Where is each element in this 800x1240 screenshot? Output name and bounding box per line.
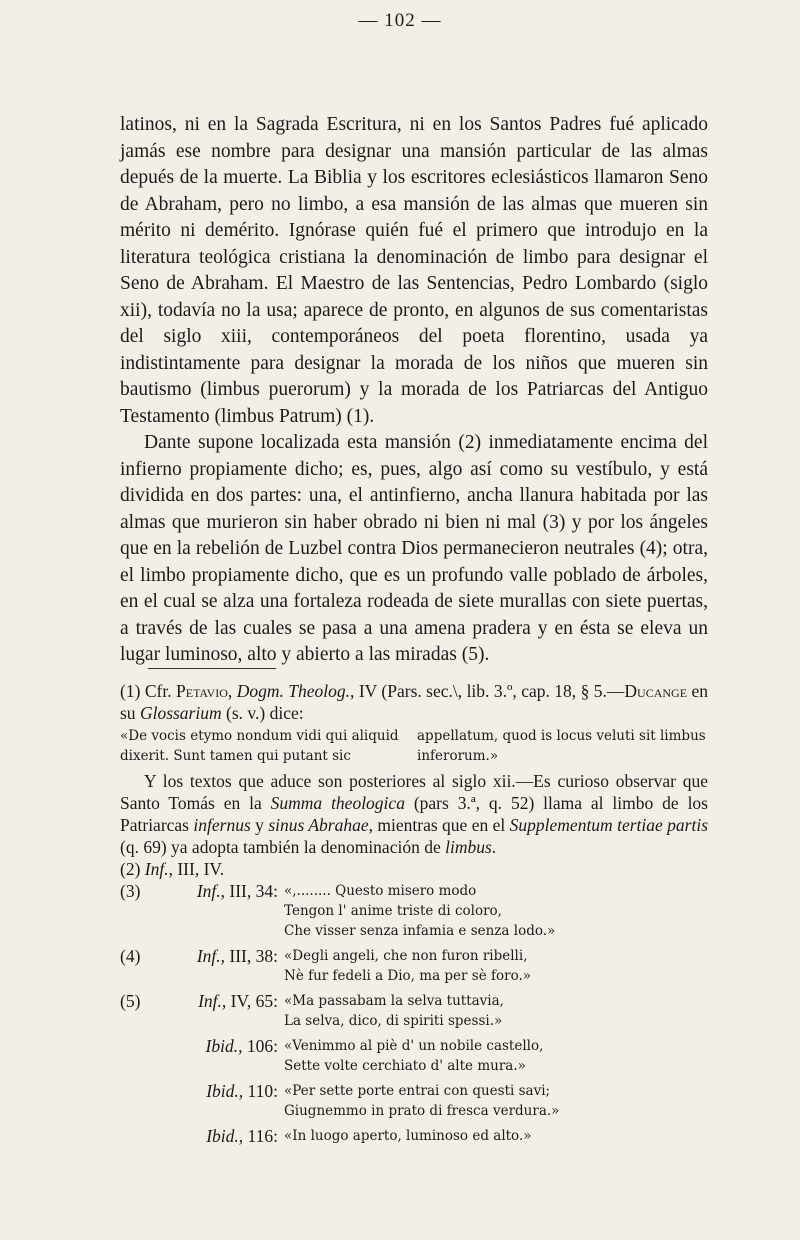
verse-reference: Ibid., 106:	[205, 1036, 278, 1056]
footnotes	[120, 680, 708, 1151]
verse-number	[120, 1080, 154, 1121]
verse-row	[120, 1035, 708, 1076]
verse-text: «,........ Questo misero modo Tengon l' anime triste di coloro, Che visser senza infamia e senza lodo.»	[284, 883, 556, 939]
verse-text: «Degli angeli, che non furon ribelli, Nè fur fedeli a Dio, ma per sè foro.»	[284, 948, 532, 984]
verse-text: «Ma passabam la selva tuttavia, La selva, dico, di spiriti spessi.»	[284, 993, 504, 1029]
verse-text: «In luogo aperto, luminoso ed alto.»	[284, 1128, 532, 1144]
footnote-2: (2) Inf., III, IV.	[120, 859, 225, 879]
verse-reference: Inf., III, 34:	[196, 881, 278, 901]
verse-row	[120, 945, 708, 986]
verse-reference: Ibid., 116:	[206, 1126, 278, 1146]
verse-reference: Inf., III, 38:	[196, 946, 278, 966]
main-text	[120, 112, 708, 669]
verse-citations	[120, 880, 708, 1147]
footnote-1-continuation: Y los textos que aduce son posteriores al siglo xii.—Es curioso observar que Santo Tomás en la Summa theologica (pars 3.ª, q. 52) llama al limbo de los Patriarcas infernus y sinus Abrahae, mientras que en el Supplementum tertiae partis (q. 69) ya adopta también la denominación de limbus.	[120, 771, 709, 857]
footnote-divider	[148, 668, 276, 669]
verse-number: (4)	[120, 946, 141, 966]
verse-row	[120, 1125, 708, 1147]
latin-quote: «De vocis etymo nondum vidi qui aliquid dixerit. Sunt tamen qui putant sic appellatum, quod is locus veluti sit limbus inferorum.»	[120, 728, 706, 764]
page-number: — 102 —	[358, 10, 442, 31]
verse-text: «Venimmo al piè d' un nobile castello, Sette volte cerchiato d' alte mura.»	[284, 1038, 544, 1074]
verse-row	[120, 880, 708, 941]
paragraph: Dante supone localizada esta mansión (2) inmediatamente encima del infierno propiamente dicho; es, pues, algo así como su vestíbulo, y está dividida en dos partes: una, el antinfierno, ancha llanura habitada por las almas que murieron sin haber obrado ni bien ni mal (3) y por los ángeles que en la rebelión de Luzbel contra Dios permanecieron neutrales (4); otra, el limbo propiamente dicho, que es un profundo valle poblado de árboles, en el cual se alza una fortaleza rodeada de siete murallas con siete puertas, a través de las cuales se pasa a una amena pradera y en ésta se eleva un lugar luminoso, alto y abierto a las miradas (5).	[120, 432, 708, 665]
verse-number: (5)	[120, 991, 141, 1011]
verse-row	[120, 990, 708, 1031]
verse-reference: Ibid., 110:	[206, 1081, 278, 1101]
verse-reference: Inf., IV, 65:	[198, 991, 278, 1011]
verse-text: «Per sette porte entrai con questi savi; Giugnemmo in prato di fresca verdura.»	[284, 1083, 560, 1119]
verse-number	[120, 1125, 154, 1147]
paragraph: latinos, ni en la Sagrada Escritura, ni en los Santos Padres fué aplicado jamás ese nombre para designar una mansión particular de las almas depués de la muerte. La Biblia y los escritores eclesiásticos llamaron Seno de Abraham, pero no limbo, a esa mansión de las almas que mueren sin mérito ni demérito. Ignórase quién fué el primero que introdujo en la literatura teológica cristiana la denominación de limbo para designar el Seno de Abraham. El Maestro de las Sentencias, Pedro Lombardo (siglo xii), todavía no la usa; aparece de pronto, en algunos de sus comentaristas del siglo xiii, contemporáneos del poeta florentino, usada ya indistintamente para designar la morada de los niños que mueren sin bautismo (limbus puerorum) y la morada de los Patriarcas del Antiguo Testamento (limbus Patrum) (1).	[120, 114, 708, 427]
author-petavio: Petavio	[176, 681, 228, 701]
footnote-1: (1) Cfr. Petavio, Dogm. Theolog., IV (Pars. sec.\, lib. 3.º, cap. 18, § 5.—Ducange en su Glossarium (s. v.) dice:	[120, 681, 708, 723]
verse-row	[120, 1080, 708, 1121]
verse-number	[120, 1035, 154, 1076]
author-ducange: Ducange	[624, 681, 688, 701]
verse-number: (3)	[120, 881, 141, 901]
